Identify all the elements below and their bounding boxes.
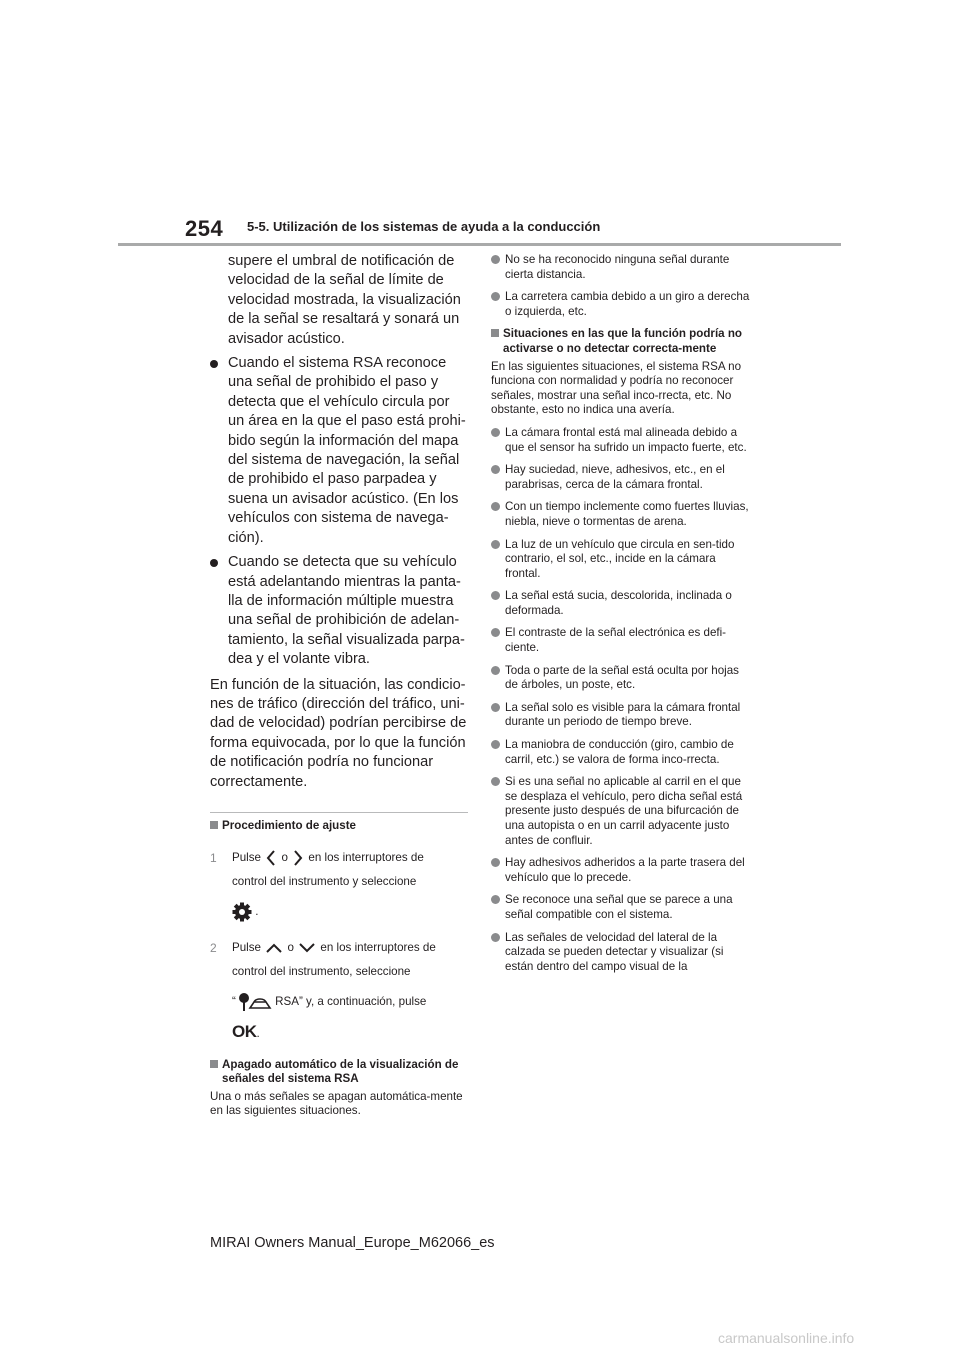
step-2-line-1: Pulse o en los interruptores de [232, 940, 436, 954]
text-line: vehículos con sistema de navega- [228, 510, 449, 527]
bullet-item: La maniobra de conducción (giro, cambio de carril, etc.) se valora de forma inco-rrecta. [491, 738, 753, 767]
text-line: tamiento, la señal visualizada parpa- [228, 631, 465, 648]
step-number: 2 [210, 940, 217, 955]
text-line: Cuando se detecta que su vehículo [228, 554, 457, 571]
text-line: correctamente. [210, 773, 308, 790]
bullet-icon [491, 703, 500, 712]
text-line: está adelantando mientras la panta- [228, 573, 461, 590]
bullet-icon [491, 740, 500, 749]
situations-heading: Situaciones en las que la función podría no activarse o no detectar correcta-mente [491, 327, 753, 356]
bullet-icon [491, 628, 500, 637]
text-line: supere el umbral de notificación de [228, 253, 455, 269]
road-sign-camera-icon [236, 991, 272, 1013]
bullet-item: La luz de un vehículo que circula en sen-tido contrario, el sol, etc., incide en la cámara frontal. [491, 538, 753, 582]
procedure-heading: Procedimiento de ajuste [210, 819, 468, 834]
bullet-icon [210, 360, 218, 368]
left-large-text [210, 252, 468, 792]
text-line: una señal de prohibición de adelan- [228, 612, 460, 629]
bullet-item [210, 354, 468, 548]
text-line: nes de tráfico (dirección del tráfico, uni- [210, 695, 465, 712]
text-line: de notificación podría no funcionar [210, 754, 434, 771]
step-1-line-2: control del instrumento y seleccione [232, 874, 417, 888]
page-number: 254 [185, 216, 224, 241]
bullet-icon [491, 933, 500, 942]
bullet-item: No se ha reconocido ninguna señal durante cierta distancia. [491, 253, 753, 282]
text-line: velocidad de la señal de límite de [228, 272, 444, 289]
bullet-icon [491, 292, 500, 301]
square-bullet-icon [491, 329, 499, 337]
text-line: de prohibido el paso parpadea y [228, 471, 437, 488]
bullet-icon [491, 465, 500, 474]
gear-icon [232, 902, 252, 922]
bullet-icon [491, 666, 500, 675]
text-line: del sistema de navegación, la señal [228, 452, 460, 469]
bullet-item: Toda o parte de la señal está oculta por hojas de árboles, un poste, etc. [491, 664, 753, 693]
text-line: dad de velocidad) podrían percibirse de [210, 715, 467, 732]
bullet-icon [210, 559, 218, 567]
step-number: 1 [210, 850, 217, 865]
bullet-icon [491, 858, 500, 867]
bullet-item: La señal está sucia, descolorida, inclinada o deformada. [491, 589, 753, 618]
text-line: ción). [228, 529, 264, 546]
bullet-icon [491, 895, 500, 904]
watermark-text: carmanualsonline.info [718, 1330, 855, 1346]
header-rule [118, 243, 841, 246]
text-line: detecta que el vehículo circula por [228, 393, 450, 410]
chevron-right-icon [291, 848, 305, 868]
bullet-item: Con un tiempo inclemente como fuertes lluvias, niebla, nieve o tormentas de arena. [491, 500, 753, 529]
step-2-line-3: “ RSA” y, a continuación, pulse [232, 990, 468, 1014]
section-title: 5-5. Utilización de los sistemas de ayuda a la conducción [247, 219, 601, 234]
bullet-icon [491, 428, 500, 437]
bullet-item: Hay adhesivos adheridos a la parte trasera del vehículo que lo precede. [491, 856, 753, 885]
square-bullet-icon [210, 821, 218, 829]
procedure-section [210, 819, 468, 1119]
bullet-icon [491, 255, 500, 264]
bullet-item: La señal solo es visible para la cámara frontal durante un periodo de tiempo breve. [491, 701, 753, 730]
step-1-line-1: Pulse o en los interruptores de [232, 846, 468, 870]
bullet-icon [491, 540, 500, 549]
text-line: avisador acústico. [228, 330, 345, 347]
text-line: En función de la situación, las condicio- [210, 676, 466, 693]
bullet-icon [491, 591, 500, 600]
square-bullet-icon [210, 1060, 218, 1068]
text-line: un área en la que el paso está prohi- [228, 413, 466, 430]
bullet-item [210, 553, 468, 669]
chevron-left-icon [264, 848, 278, 868]
text-line: bido según la información del mapa [228, 432, 459, 449]
text-line: de la señal se resaltará y sonará un [228, 311, 460, 328]
bullet-item: Se reconoce una señal que se parece a una señal compatible con el sistema. [491, 893, 753, 922]
step-1 [210, 846, 468, 924]
step-2-line-2: control del instrumento, seleccione [232, 964, 411, 978]
text-line: suena un avisador acústico. (En los [228, 490, 459, 507]
right-column [491, 253, 753, 982]
text-line: velocidad mostrada, la visualización [228, 291, 461, 308]
text-line: dea y el volante vibra. [228, 651, 370, 668]
text-line: Cuando el sistema RSA reconoce [228, 355, 447, 372]
bullet-item: La carretera cambia debido a un giro a derecha o izquierda, etc. [491, 290, 753, 319]
bullet-item: Si es una señal no aplicable al carril en el que se desplaza el vehículo, pero dicha señal está presente justo después de una bifurcación de una autopista o en un carril adyacente justo antes de confluir. [491, 775, 753, 848]
step-1-line-3: . [232, 900, 468, 924]
intro-continuation [210, 252, 468, 349]
auto-off-text: Una o más señales se apagan automática-mente en las siguientes situaciones. [210, 1089, 463, 1118]
footer-text: MIRAI Owners Manual_Europe_M62066_es [210, 1235, 495, 1251]
auto-off-heading: Apagado automático de la visualización de señales del sistema RSA [210, 1058, 468, 1087]
text-line: una señal de prohibido el paso y [228, 374, 439, 391]
left-column [210, 252, 468, 1127]
page-header [0, 0, 960, 250]
ok-button-icon: OK [232, 1021, 257, 1041]
step-2 [210, 936, 468, 1046]
step-2-line-4: OK. [232, 1021, 260, 1041]
text-line: forma equivocada, por lo que la función [210, 734, 466, 751]
situations-paragraph: En las siguientes situaciones, el sistema RSA no funciona con normalidad y podría no reconocer señales, mostrar una señal inco-rrecta, etc. No obstante, esto no indica una avería. [491, 359, 742, 417]
paragraph [210, 676, 468, 792]
bullet-icon [491, 502, 500, 511]
bullet-item: Las señales de velocidad del lateral de la calzada se pueden detectar y visualizar (si están dentro del campo visual de la [491, 931, 753, 975]
section-divider [210, 812, 468, 813]
bullet-item: Hay suciedad, nieve, adhesivos, etc., en el parabrisas, cerca de la cámara frontal. [491, 463, 753, 492]
text-line: lla de información múltiple muestra [228, 592, 454, 609]
chevron-up-icon [264, 941, 284, 955]
bullet-icon [491, 777, 500, 786]
bullet-item: El contraste de la señal electrónica es defi-ciente. [491, 626, 753, 655]
bullet-item: La cámara frontal está mal alineada debido a que el sensor ha sufrido un impacto fuerte, etc. [491, 426, 753, 455]
chevron-down-icon [297, 941, 317, 955]
